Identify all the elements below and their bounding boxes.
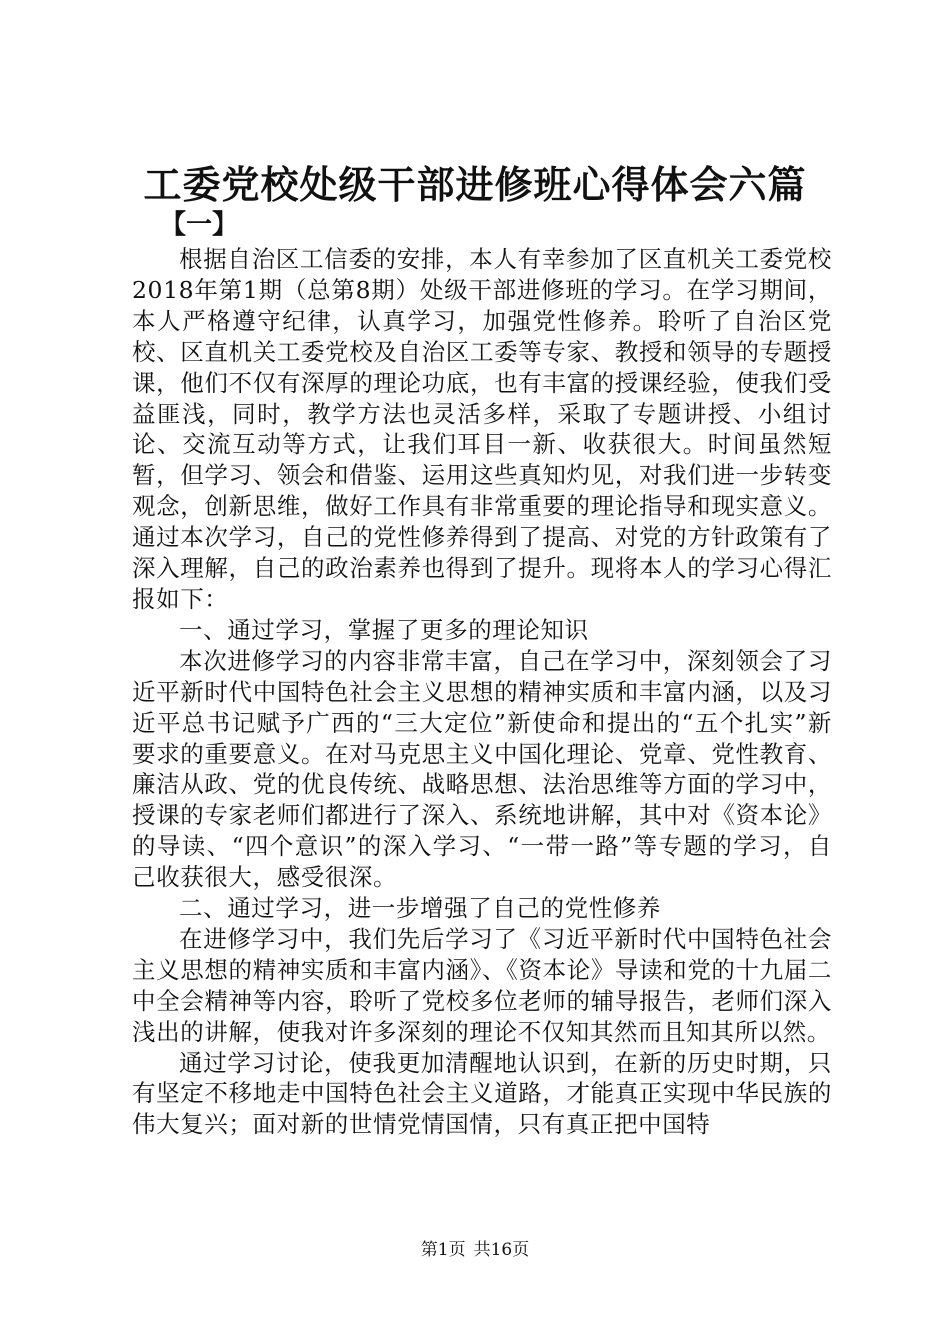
paragraph-intro: 根据自治区工信委的安排，本人有幸参加了区直机关工委党校2018年第1期（总第8期）处级干部进修班的学习。在学习期间，本人严格遵守纪律，认真学习，加强党性修养。聆听了自治区党校、区直机关工委党校及自治区工委等专家、教授和领导的专题授课，他们不仅有深厚的理论功底，也有丰富的授课经验，使我们受益匪浅，同时，教学方法也灵活多样，采取了专题讲授、小组讨论、交流互动等方式，让我们耳目一新、收获很大。时间虽然短暂，但学习、领会和借鉴、运用这些真知灼见，对我们进一步转变观念，创新思维，做好工作具有非常重要的理论指导和现实意义。通过本次学习，自己的党性修养得到了提高、对党的方针政策有了深入理解，自己的政治素养也得到了提升。现将本人的学习心得汇报如下： — [132, 245, 832, 613]
paragraph-discussion: 通过学习讨论，使我更加清醒地认识到，在新的历史时期，只有坚定不移地走中国特色社会主义道路，才能真正实现中华民族的伟大复兴；面对新的世情党情国情，只有真正把中国特 — [132, 1048, 832, 1139]
page-total: 共16页 — [473, 1240, 530, 1260]
heading-one: 一、通过学习，掌握了更多的理论知识 — [179, 615, 589, 644]
page-footer — [0, 1238, 950, 1262]
document-body — [132, 244, 832, 1140]
paragraph-study: 在进修学习中，我们先后学习了《习近平新时代中国特色社会主义思想的精神实质和丰富内涵》、《资本论》导读和党的十九届二中全会精神等内容，聆听了党校多位老师的辅导报告，老师们深入浅出的讲解，使我对许多深刻的理论不仅知其然而且知其所以然。 — [132, 924, 832, 1046]
section-label: 【一】 — [160, 210, 239, 240]
heading-two: 二、通过学习，进一步增强了自己的党性修养 — [179, 894, 661, 923]
paragraph-theory: 本次进修学习的内容非常丰富，自己在学习中，深刻领会了习近平新时代中国特色社会主义思想的精神实质和丰富内涵，以及习近平总书记赋予广西的“三大定位”新使命和提出的“五个扎实”新要求的重要意义。在对马克思主义中国化理论、党章、党性教育、廉洁从政、党的优良传统、战略思想、法治思维等方面的学习中，授课的专家老师们都进行了深入、系统地讲解，其中对《资本论》的导读、“四个意识”的深入学习、“一带一路”等专题的学习，自己收获很大，感受很深。 — [132, 646, 832, 892]
page-number: 第1页 — [420, 1240, 466, 1260]
document-title: 工委党校处级干部进修班心得体会六篇 — [143, 162, 807, 207]
